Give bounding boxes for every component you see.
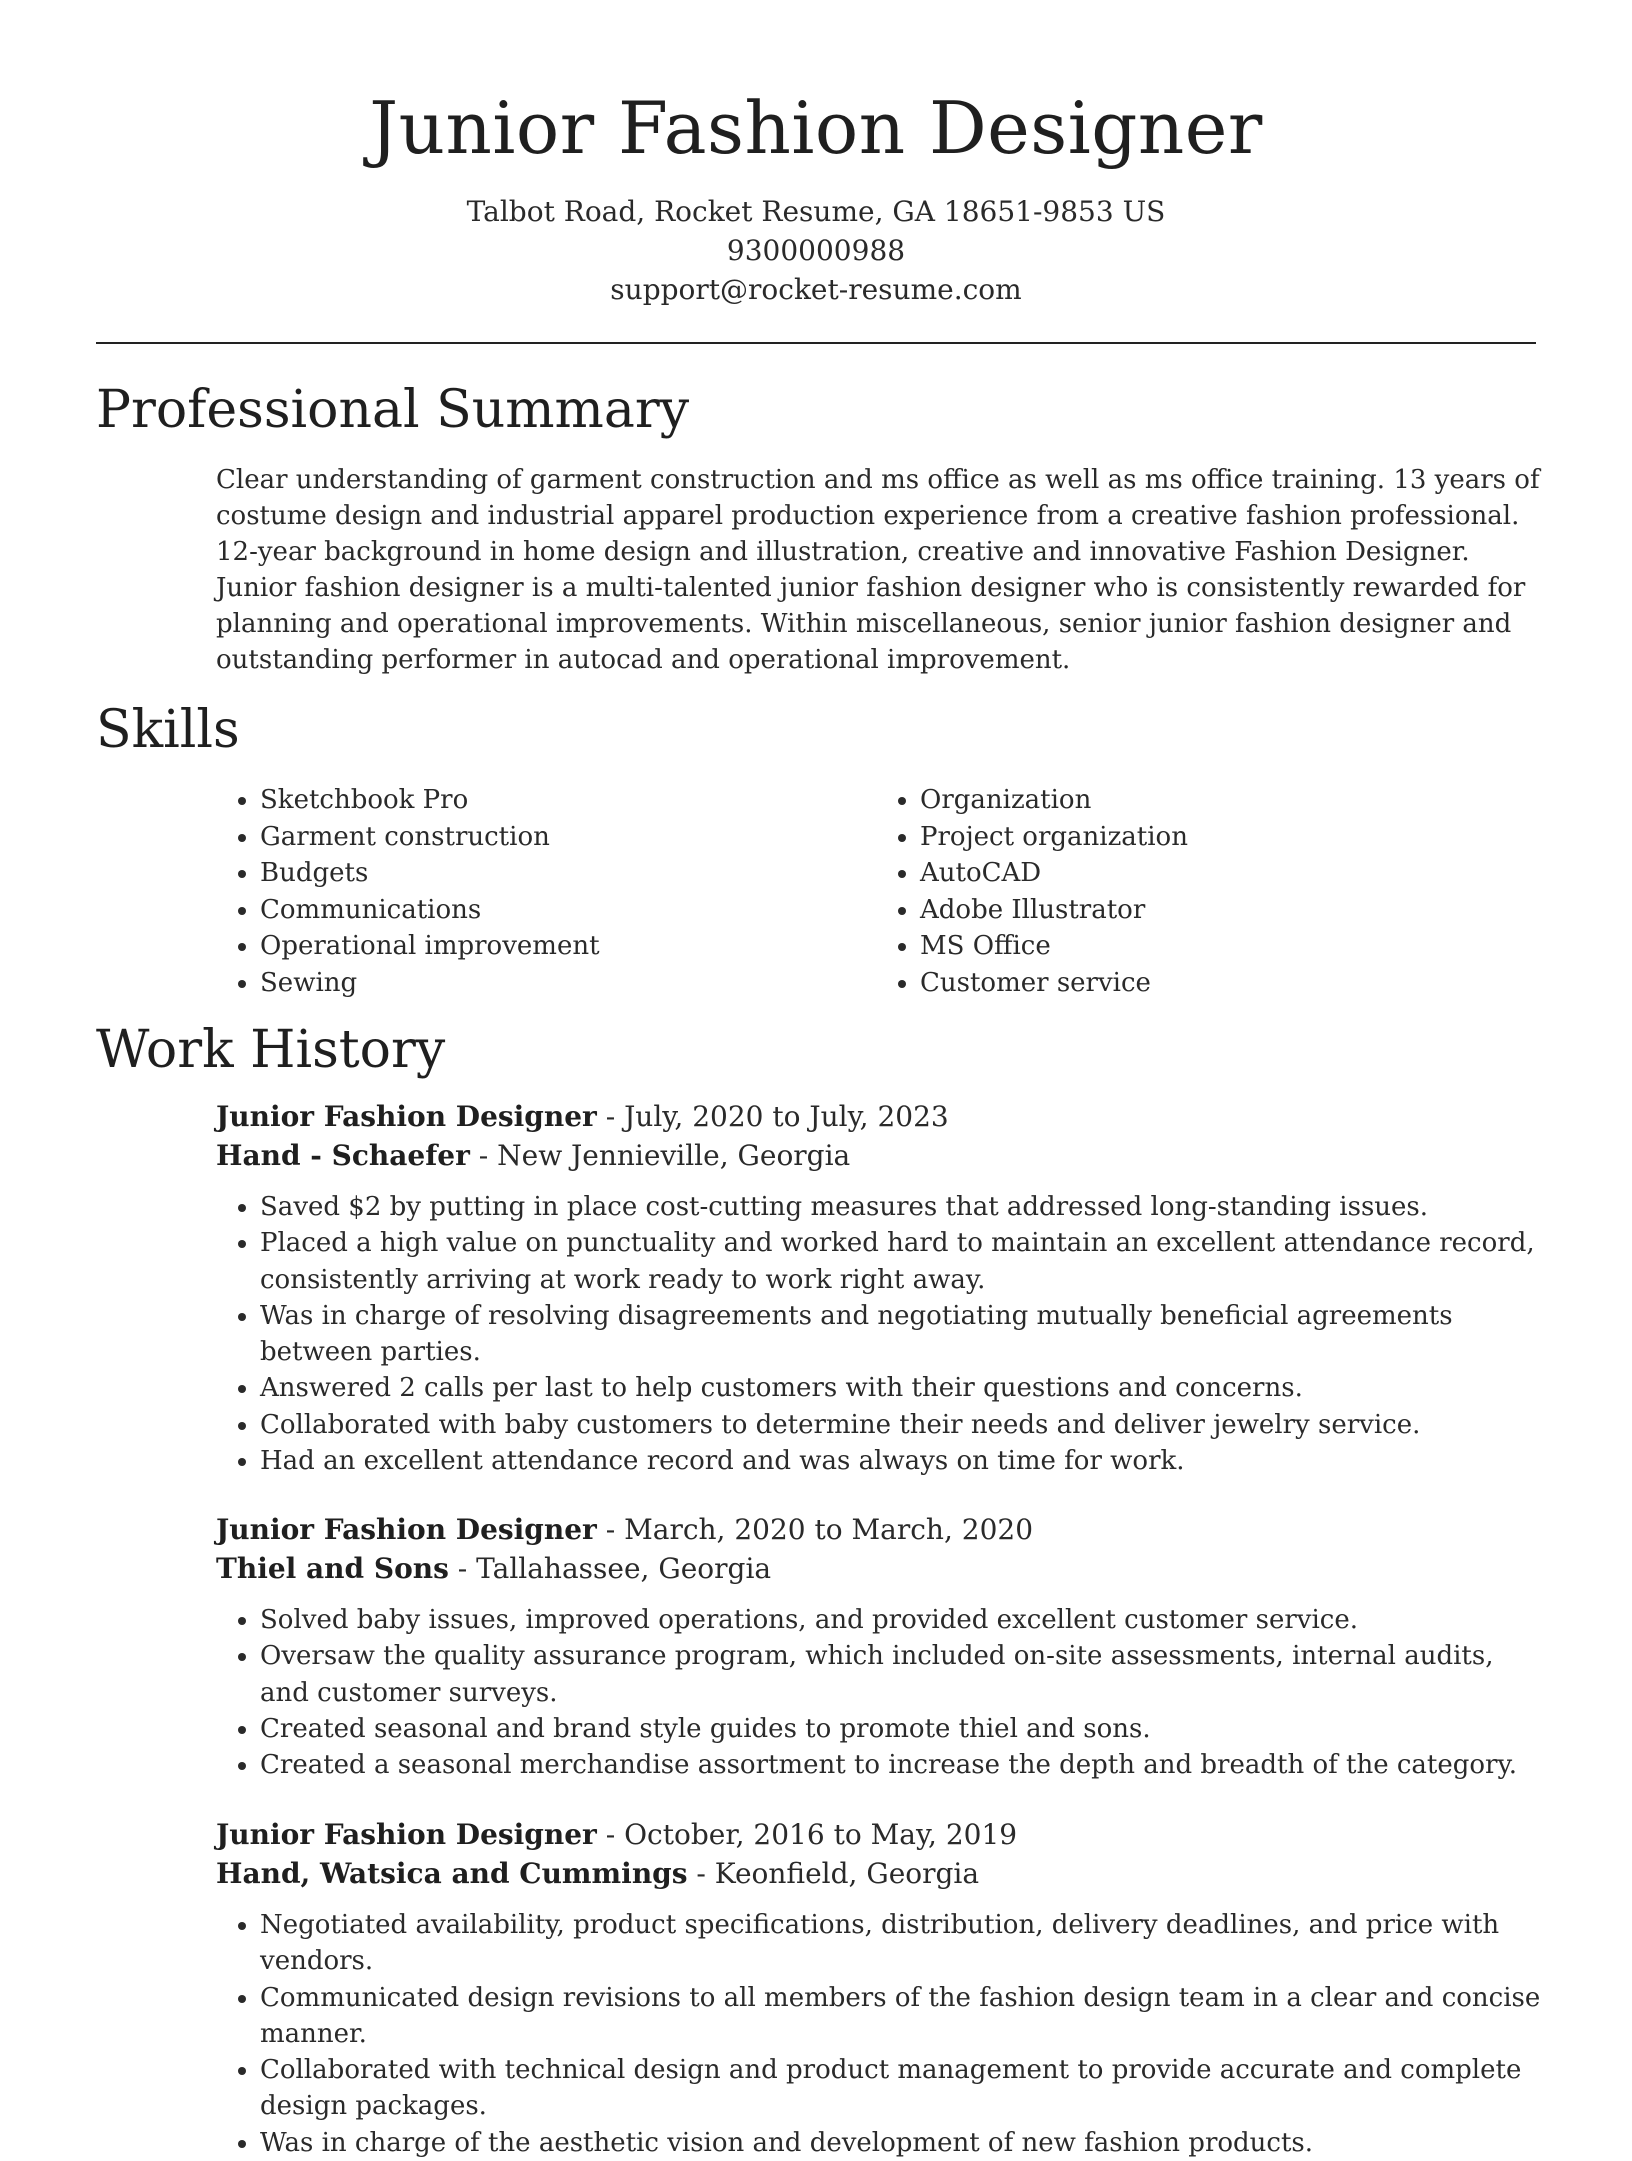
skill-item: • Budgets xyxy=(260,855,876,892)
job-bullets xyxy=(216,1189,1546,1479)
job-company: Hand, Watsica and Cummings xyxy=(216,1857,688,1890)
job-bullet: • Placed a high value on punctuality and worked hard to maintain an excellent attendance record, consistently arriving at work ready to work right away. xyxy=(260,1225,1546,1298)
email: support@rocket-resume.com xyxy=(610,273,1022,306)
summary-heading: Professional Summary xyxy=(96,380,690,440)
job-company-line xyxy=(216,1136,1546,1175)
summary-text: Clear understanding of garment construction and ms office as well as ms office training. 13 years of costume design and industrial apparel production experience from a creative fashion professional. 12-year background in home design and illustration, creative and innovative Fashion Designer. Junior fashion designer is a multi-talented junior fashion designer who is consistently rewarded for planning and operational improvements. Within miscellaneous, senior junior fashion designer and outstanding performer in autocad and operational improvement. xyxy=(216,465,1540,675)
candidate-name: Junior Fashion Designer xyxy=(369,86,1263,170)
job-bullet: • Answered 2 calls per last to help customers with their questions and concerns. xyxy=(260,1370,1546,1406)
job-entry xyxy=(216,1815,1546,2161)
job-bullet: • Oversaw the quality assurance program, which included on-site assessments, internal audits, and customer surveys. xyxy=(260,1638,1546,1711)
job-bullet: • Saved $2 by putting in place cost-cutting measures that addressed long-standing issues. xyxy=(260,1189,1546,1225)
job-entry xyxy=(216,1510,1546,1783)
job-location: - New Jennieville, Georgia xyxy=(469,1139,851,1172)
skill-item: • Project organization xyxy=(920,819,1536,856)
address: Talbot Road, Rocket Resume, GA 18651-9853 US xyxy=(466,195,1166,228)
job-entry xyxy=(216,1097,1546,1479)
skills-column-left xyxy=(216,782,876,1001)
skill-item: • Sewing xyxy=(260,965,876,1002)
job-bullets xyxy=(216,1602,1546,1783)
skill-item: • Organization xyxy=(920,782,1536,819)
job-bullet: • Solved baby issues, improved operations, and provided excellent customer service. xyxy=(260,1602,1546,1638)
job-dates: - October, 2016 to May, 2019 xyxy=(596,1818,1018,1851)
skill-item: • Customer service xyxy=(920,965,1536,1002)
skill-item: • MS Office xyxy=(920,928,1536,965)
job-bullet: • Created seasonal and brand style guides to promote thiel and sons. xyxy=(260,1711,1546,1747)
job-bullet: • Created a seasonal merchandise assortment to increase the depth and breadth of the category. xyxy=(260,1747,1546,1783)
job-title-line xyxy=(216,1815,1546,1854)
job-bullets xyxy=(216,1907,1546,2161)
skills-list xyxy=(216,782,1536,1001)
job-company: Hand - Schaefer xyxy=(216,1139,470,1172)
job-bullet: • Collaborated with technical design and product management to provide accurate and complete design packages. xyxy=(260,2052,1546,2125)
job-bullet: • Communicated design revisions to all members of the fashion design team in a clear and concise manner. xyxy=(260,1980,1546,2053)
phone: 9300000988 xyxy=(726,234,906,267)
skill-item: • Adobe Illustrator xyxy=(920,892,1536,929)
job-bullet: • Was in charge of resolving disagreements and negotiating mutually beneficial agreements between parties. xyxy=(260,1298,1546,1371)
contact-block xyxy=(0,192,1632,309)
job-role: Junior Fashion Designer xyxy=(216,1818,597,1851)
job-dates: - July, 2020 to July, 2023 xyxy=(596,1100,949,1133)
job-dates: - March, 2020 to March, 2020 xyxy=(596,1513,1034,1546)
job-location: - Tallahassee, Georgia xyxy=(448,1552,772,1585)
skill-item: • AutoCAD xyxy=(920,855,1536,892)
skill-item: • Garment construction xyxy=(260,819,876,856)
job-bullet: • Had an excellent attendance record and was always on time for work. xyxy=(260,1443,1546,1479)
job-title-line xyxy=(216,1510,1546,1549)
skills-column-right xyxy=(876,782,1536,1001)
job-role: Junior Fashion Designer xyxy=(216,1100,597,1133)
job-role: Junior Fashion Designer xyxy=(216,1513,597,1546)
job-company-line xyxy=(216,1549,1546,1588)
skill-item: • Communications xyxy=(260,892,876,929)
job-company: Thiel and Sons xyxy=(216,1552,449,1585)
job-company-line xyxy=(216,1854,1546,1893)
job-title-line xyxy=(216,1097,1546,1136)
skill-item: • Sketchbook Pro xyxy=(260,782,876,819)
resume-header xyxy=(0,0,1632,309)
skills-heading: Skills xyxy=(96,700,240,760)
job-bullet: • Negotiated availability, product specifications, distribution, delivery deadlines, and price with vendors. xyxy=(260,1907,1546,1980)
work-history-heading: Work History xyxy=(96,1020,446,1080)
header-divider xyxy=(96,342,1536,344)
skill-item: • Operational improvement xyxy=(260,928,876,965)
job-bullet: • Collaborated with baby customers to determine their needs and deliver jewelry service. xyxy=(260,1407,1546,1443)
job-location: - Keonfield, Georgia xyxy=(687,1857,980,1890)
job-bullet: • Was in charge of the aesthetic vision and development of new fashion products. xyxy=(260,2125,1546,2161)
